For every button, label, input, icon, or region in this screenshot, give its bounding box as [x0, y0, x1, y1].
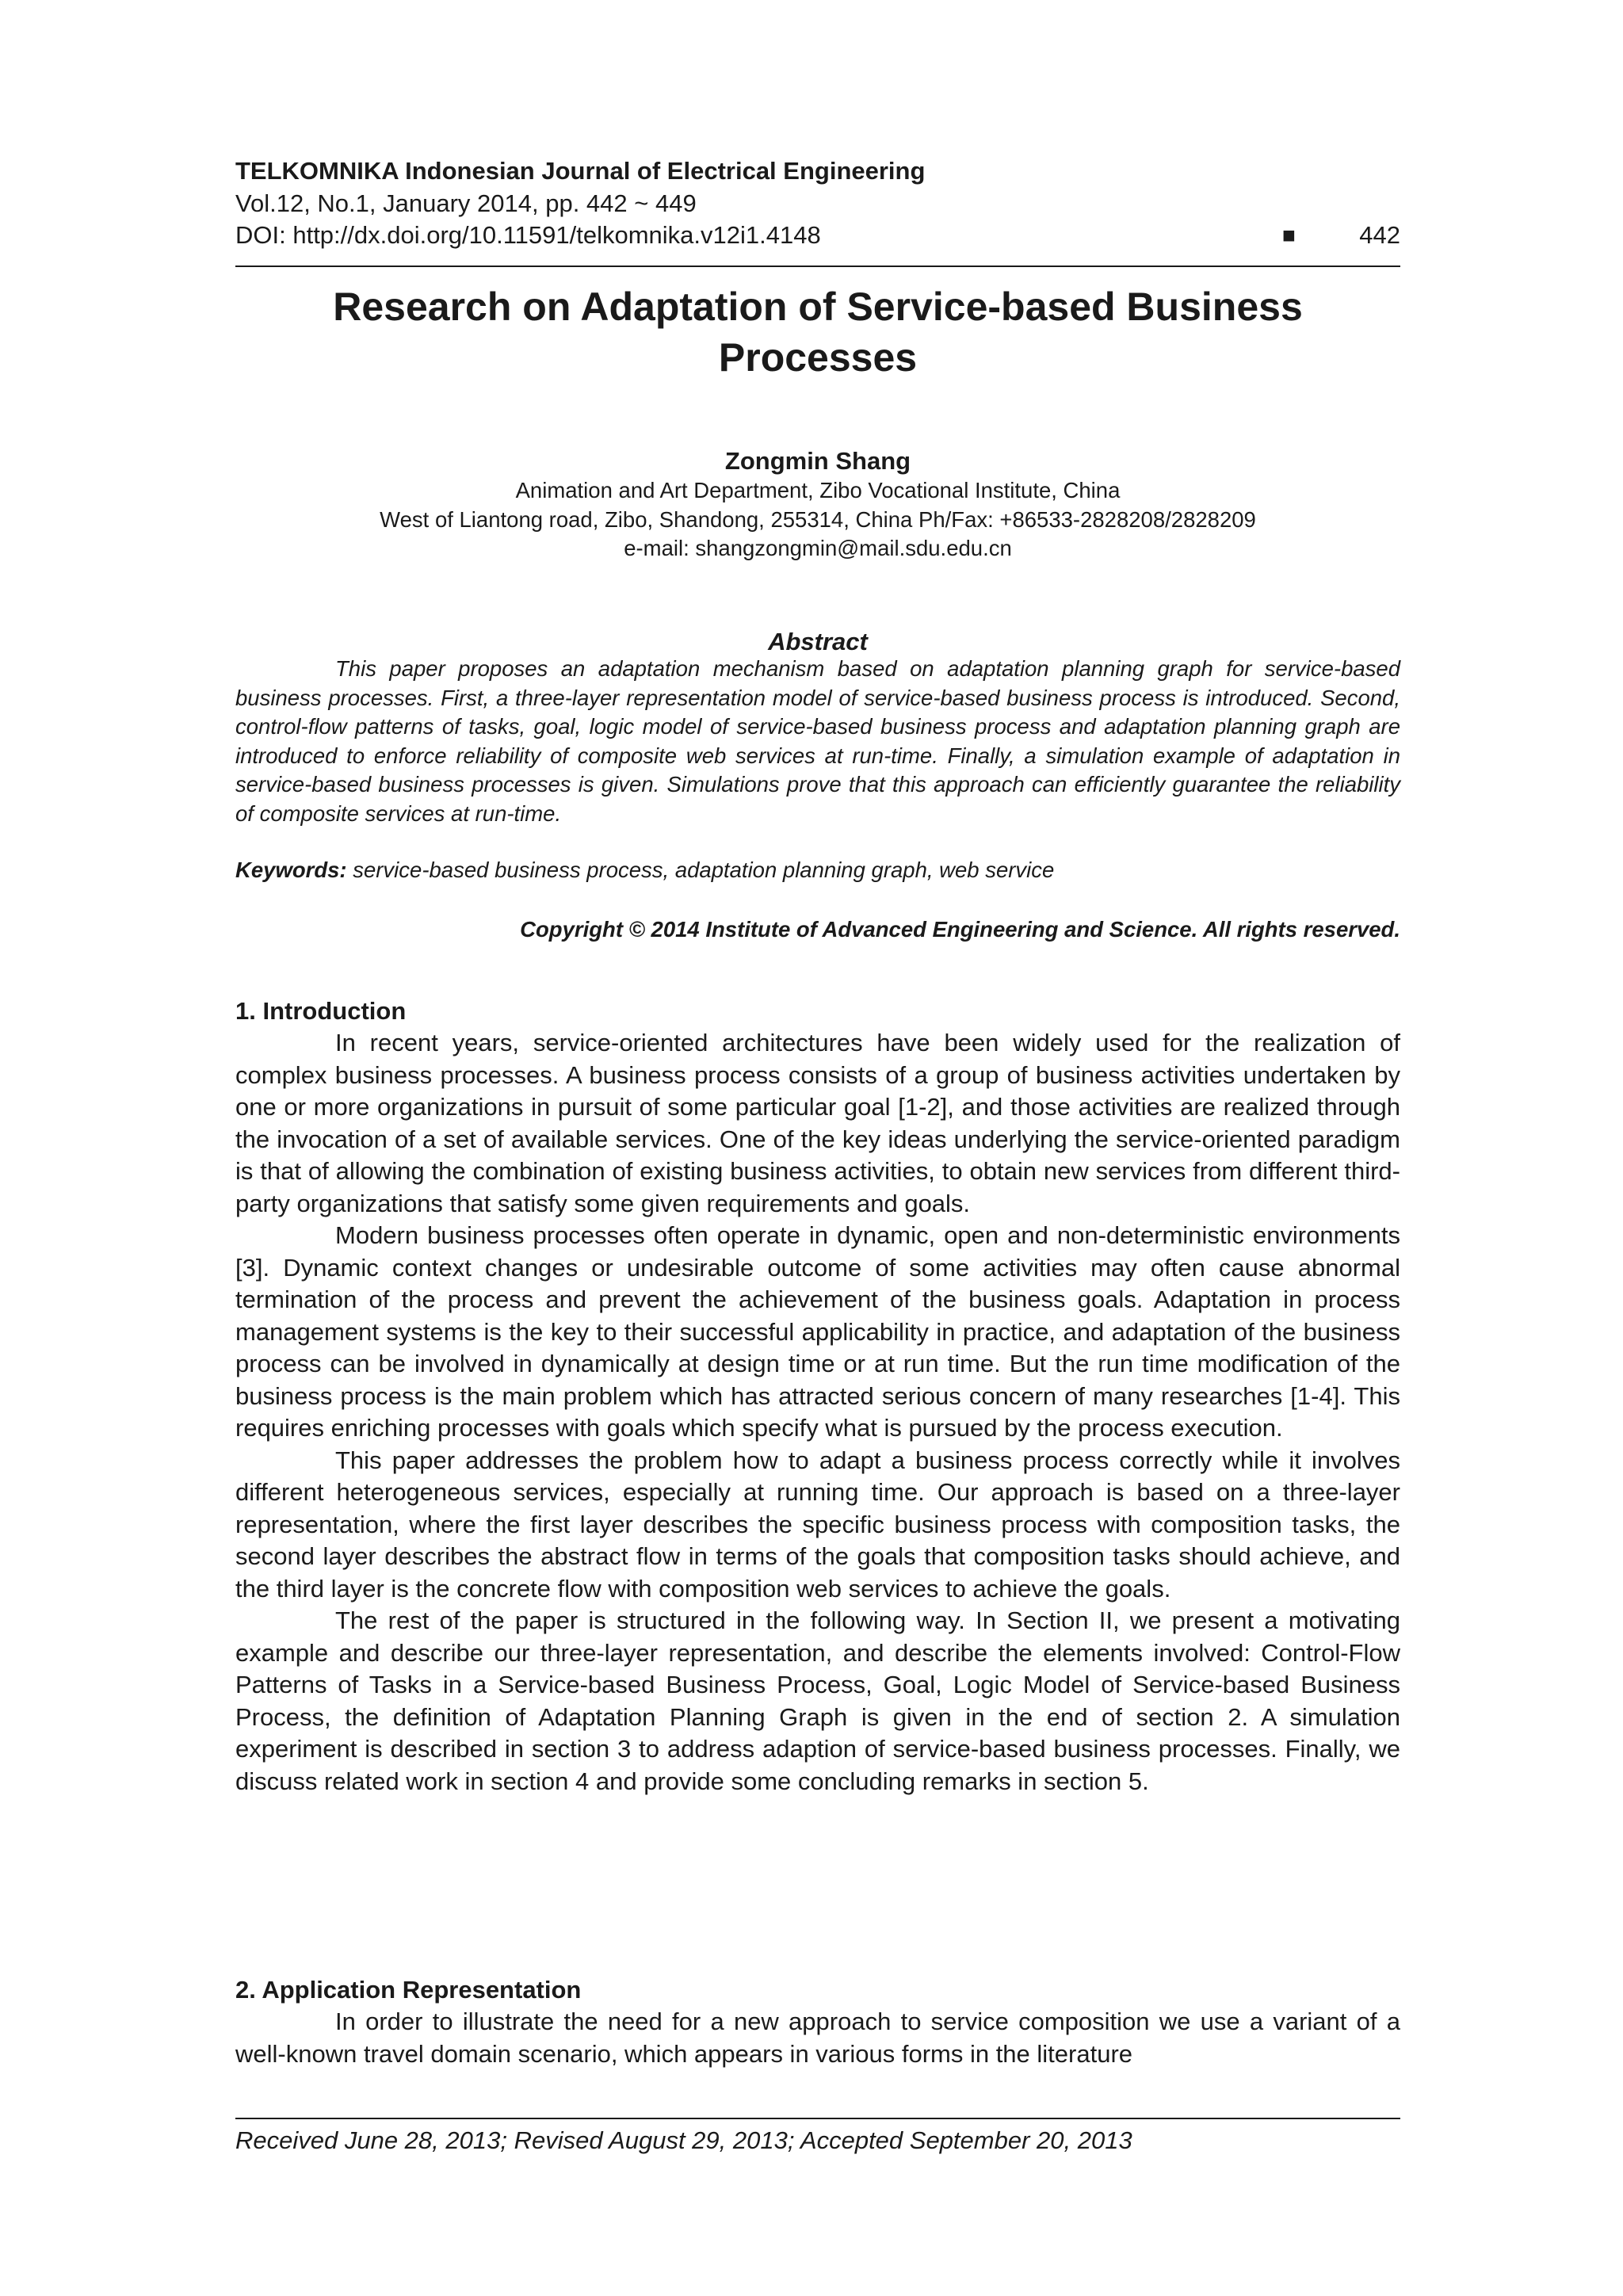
- abstract-heading: Abstract: [768, 628, 868, 655]
- introduction-body: [235, 1027, 1400, 1797]
- author-name: Zongmin Shang: [724, 447, 911, 475]
- paragraph: Modern business processes often operate in dynamic, open and non-deterministic environments [3]. Dynamic context changes or undesirable outcome of some activities may often cause abnormal termination of the process and prevent the achievement of the business goals. Adaptation in process management systems is the key to their successful applicability in practice, and adaptation of the business process can be involved in dynamically at design time or at run time. But the run time modification of the business process is the main problem which has attracted serious concern of many researches [1-4]. This requires enriching processes with goals which specify what is pursued by the process execution.: [235, 1221, 1400, 1442]
- copyright-notice: Copyright © 2014 Institute of Advanced Engineering and Science. All rights reserved.: [520, 917, 1400, 942]
- paragraph: In order to illustrate the need for a new approach to service composition we use a variant of a well-known travel domain scenario, which appears in various forms in the literature: [235, 2008, 1400, 2068]
- paper-title: Research on Adaptation of Service-based Business Processes: [333, 285, 1303, 380]
- received-dates-footer: Received June 28, 2013; Revised August 29, 2013; Accepted September 20, 2013: [235, 2126, 1132, 2154]
- paragraph: The rest of the paper is structured in the following way. In Section II, we present a motivating example and describe our three-layer representation, and describe the elements involved: Control-Flow Patterns of Tasks in a Service-based Business Process, Goal, Logic Model of Service-based Business Process, the definition of Adaptation Planning Graph is given in the end of section 2. A simulation experiment is described in section 3 to address adaption of service-based business processes. Finally, we discuss related work in section 4 and provide some concluding remarks in section 5.: [235, 1606, 1400, 1795]
- section-heading-application-representation: 2. Application Representation: [235, 1976, 582, 2004]
- author-affiliation: Animation and Art Department, Zibo Vocational Institute, China: [515, 478, 1121, 502]
- keywords-label: Keywords:: [235, 858, 347, 882]
- author-address: West of Liantong road, Zibo, Shandong, 255314, China Ph/Fax: +86533-2828208/2828209: [380, 507, 1256, 532]
- application-representation-body: [235, 2006, 1400, 2070]
- journal-doi-line: DOI: http://dx.doi.org/10.11591/telkomnika.v12i1.4148: [235, 221, 821, 249]
- page-marker-icon: ■: [1282, 223, 1296, 247]
- paragraph: This paper addresses the problem how to adapt a business process correctly while it involves different heterogeneous services, especially at running time. Our approach is based on a three-layer representation, where the first layer describes the specific business process with composition tasks, the second layer describes the abstract flow in terms of the goals that composition tasks should achieve, and the third layer is the concrete flow with composition web services to achieve the goals.: [235, 1446, 1400, 1603]
- page-number: 442: [1359, 221, 1400, 249]
- abstract-text: This paper proposes an adaptation mechanism based on adaptation planning graph for service-based business processes. First, a three-layer representation model of service-based business process is introduced. Second, control-flow patterns of tasks, goal, logic model of service-based business process and adaptation planning graph are introduced to enforce reliability of composite web services at run-time. Finally, a simulation example of adaptation in service-based business processes is given. Simulations prove that this approach can efficiently guarantee the reliability of composite services at run-time.: [235, 656, 1400, 826]
- section-heading-introduction: 1. Introduction: [235, 997, 407, 1025]
- author-email: e-mail: shangzongmin@mail.sdu.edu.cn: [624, 536, 1012, 560]
- keywords-line: [235, 856, 1400, 884]
- paragraph: In recent years, service-oriented architectures have been widely used for the realization of complex business processes. A business process consists of a group of business activities undertaken by one or more organizations in pursuit of some particular goal [1-2], and those activities are realized through the invocation of a set of available services. One of the key ideas underlying the service-oriented paradigm is that of allowing the combination of existing business activities, to obtain new services from different third-party organizations that satisfy some given requirements and goals.: [235, 1029, 1400, 1217]
- journal-name: TELKOMNIKA Indonesian Journal of Electrical Engineering: [235, 157, 926, 185]
- keywords-text: service-based business process, adaptation planning graph, web service: [353, 858, 1055, 882]
- header-divider: [235, 266, 1400, 267]
- footer-divider: [235, 2118, 1400, 2119]
- journal-volume-line: Vol.12, No.1, January 2014, pp. 442 ~ 449: [235, 189, 697, 217]
